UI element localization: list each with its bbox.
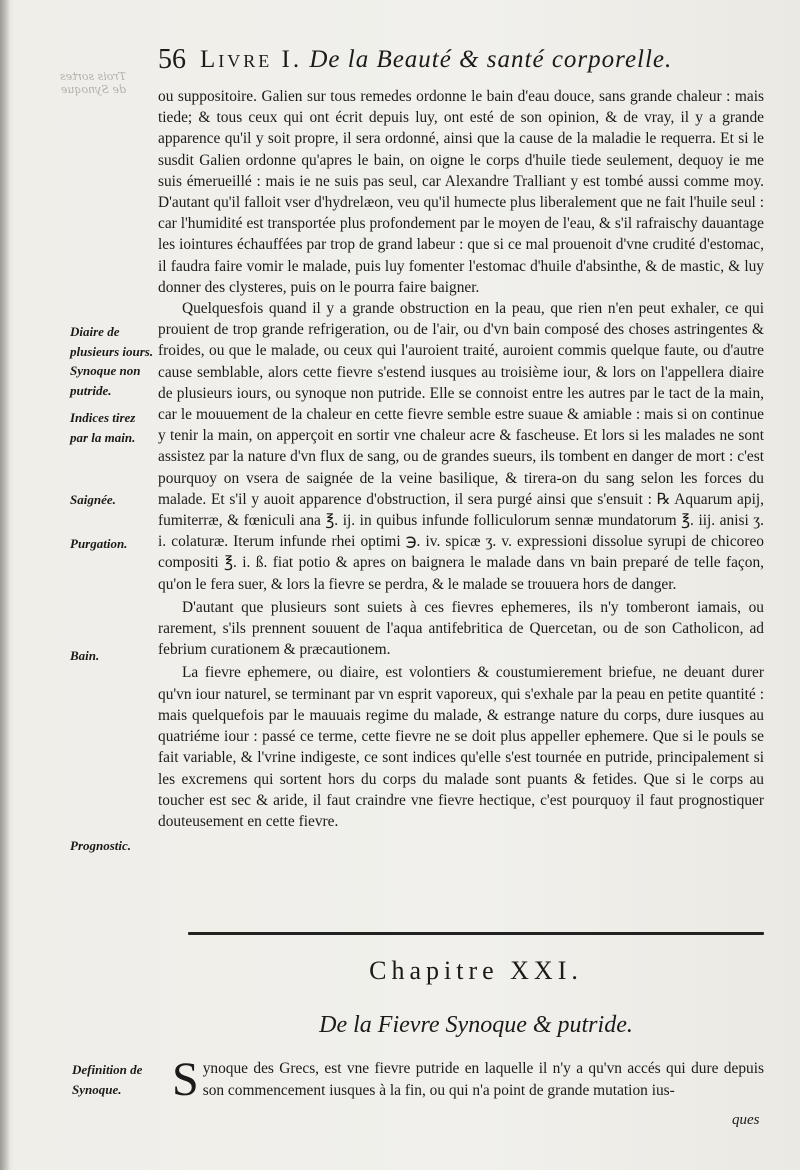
book-number: Livre I. <box>200 46 303 73</box>
running-title <box>200 46 672 74</box>
margin-note-purgation: Purgation. <box>70 536 128 551</box>
paragraph-2: Quelquesfois quand il y a grande obstruction en la peau, que rien n'en peut exhaler, ce qui prouient de trop grande refrigeration, ou de l'air, ou d'vn bain composé des choses astringentes & froides, ou que le malade, ou ceux qui l'auroient traité, auroient commis quelque faute, ou d'autre cause semblable, alors cette fievre s'estend iusques au troisième iour, & lors on l'appellera diaire de plusieurs iours, ou synoque non putride. Elle se connoist entre les autres par le tact de la main, car le mouuement de la chaleur en cette fievre semble estre suaue & amiable : mais si on continue y tenir la main, on apperçoit en sortir vne chaleur acre & fascheuse. Et lors si les malades ne sont assistez par la nature d'vn flux de sang, ou de grandes sueurs, ils tombent en danger de mort : c'est pourquoy on vsera de saignée de la veine basilique, & tirera-on du sang selon les forces du malade. Et s'il y auoit apparence d'obstruction, il sera purgé ainsi que s'ensuit : ℞ Aquarum apij, fumiterræ, & fœniculi ana ℥. ij. in quibus infunde folliculorum sennæ mundatorum ℥. iij. anisi ʒ. i. colaturæ. Iterum infunde rhei optimi ℈. iv. spicæ ʒ. v. expressioni dissolue syrupi de chicoreo compositi ℥. i. ß. fiat potio & apres on baignera le malade dans vn bain preparé de telle façon, qu'on le fera suer, & lors la fievre se perdra, & le malade se trouuera hors de danger. <box>158 300 764 593</box>
drop-cap: S <box>172 1053 199 1106</box>
page-number: 56 <box>158 44 186 75</box>
margin-note-indices: Indices tirez par la main. <box>70 410 136 445</box>
main-text <box>158 86 764 832</box>
paragraph-1: ou suppositoire. Galien sur tous remedes ordonne le bain d'eau douce, sans grande chaleur : mais tiede; & tous ceux qui ont écrit depuis luy, ont esté de son opinion, & de vray, il y a grande apparence qu'il y soit propre, il sera ordonné, ainsi que la cause de la maladie le requerra. Et si le susdit Galien ordonne qu'apres le bain, on oigne le corps d'huile tiede seulement, dequoy ie me suis émerueillé : mais ie ne suis pas seul, car Alexandre Tralliant y est tombé aussi comme moy. D'autant qu'il falloit vser d'hydrelæon, veu qu'il humecte plus liberalement que ne fait l'huile seul : car l'humidité est transportée plus profondement par le moyen de l'eau, & s'il rafraischy dauantage les iointures échauffées par trop de grand labeur : que si ce mal prouenoit d'vne crudité d'estomac, il faudra faire vomir le malade, puis luy fomenter l'estomac d'huile d'absinthe, & de mastic, & luy donner des clysteres, puis on le pourra faire baigner. <box>158 88 764 296</box>
gutter-shadow <box>0 0 10 1170</box>
paragraph-3: D'autant que plusieurs sont suiets à ces fievres ephemeres, ils n'y tomberont iamais, ou rarement, s'ils prennent souuent de l'aqua antifebritica de Quercetan, ou de son Catholicon, ad febrium curationem & præcautionem. <box>158 598 764 659</box>
margin-note-diaire: Diaire de plusieurs iours. Synoque non putride. <box>70 324 154 398</box>
margin-note-bain: Bain. <box>70 648 100 663</box>
page-header <box>120 40 760 80</box>
bleed-line-2: de Synoque <box>60 83 126 96</box>
chapter-separator-rule <box>188 932 764 935</box>
catchword: ques <box>732 1112 760 1128</box>
chapter-body <box>172 1053 764 1106</box>
margin-note-definition: Definition de Synoque. <box>72 1062 143 1097</box>
margin-note-saignee: Saignée. <box>70 492 116 507</box>
margin-note-prognostic: Prognostic. <box>70 838 132 853</box>
chapter-title <box>188 1012 764 1039</box>
bleed-through-note <box>60 70 126 96</box>
running-title-text: De la Beauté & santé corporelle. <box>309 46 673 73</box>
chapter-title-text: De la Fievre Synoque & putride. <box>319 1012 633 1038</box>
chapter-heading: Chapitre XXI. <box>369 956 583 985</box>
chapter-first-paragraph: ynoque des Grecs, est vne fievre putride en laquelle il n'y a qu'vn accés qui dure depuis son commencement iusques à la fin, ou qui n'a point de grande mutation ius- <box>202 1060 764 1099</box>
paragraph-4: La fievre ephemere, ou diaire, est volontiers & coustumierement briefue, ne deuant durer qu'vn iour naturel, se terminant par vn esprit vaporeux, qui s'exhale par la peau en petite quantité : mais quelquefois par le mauuais regime du malade, & estrange nature du corps, dure iusques au quatriéme iour : passé ce terme, cette fievre ne se doit plus appeller ephemere. Que si le pouls se fait variable, & l'vrine indigeste, ce sont indices qu'elle s'est tournée en putride, principalement si les excremens qui sortent hors du corps du malade sont puants & fetides. Que si le corps au toucher est sec & aride, il faut craindre vne fievre hectique, c'est pourquoy il faut prognostiquer douteusement en cette fievre. <box>158 664 764 830</box>
bleed-line-1: Trois sortes <box>60 70 126 83</box>
